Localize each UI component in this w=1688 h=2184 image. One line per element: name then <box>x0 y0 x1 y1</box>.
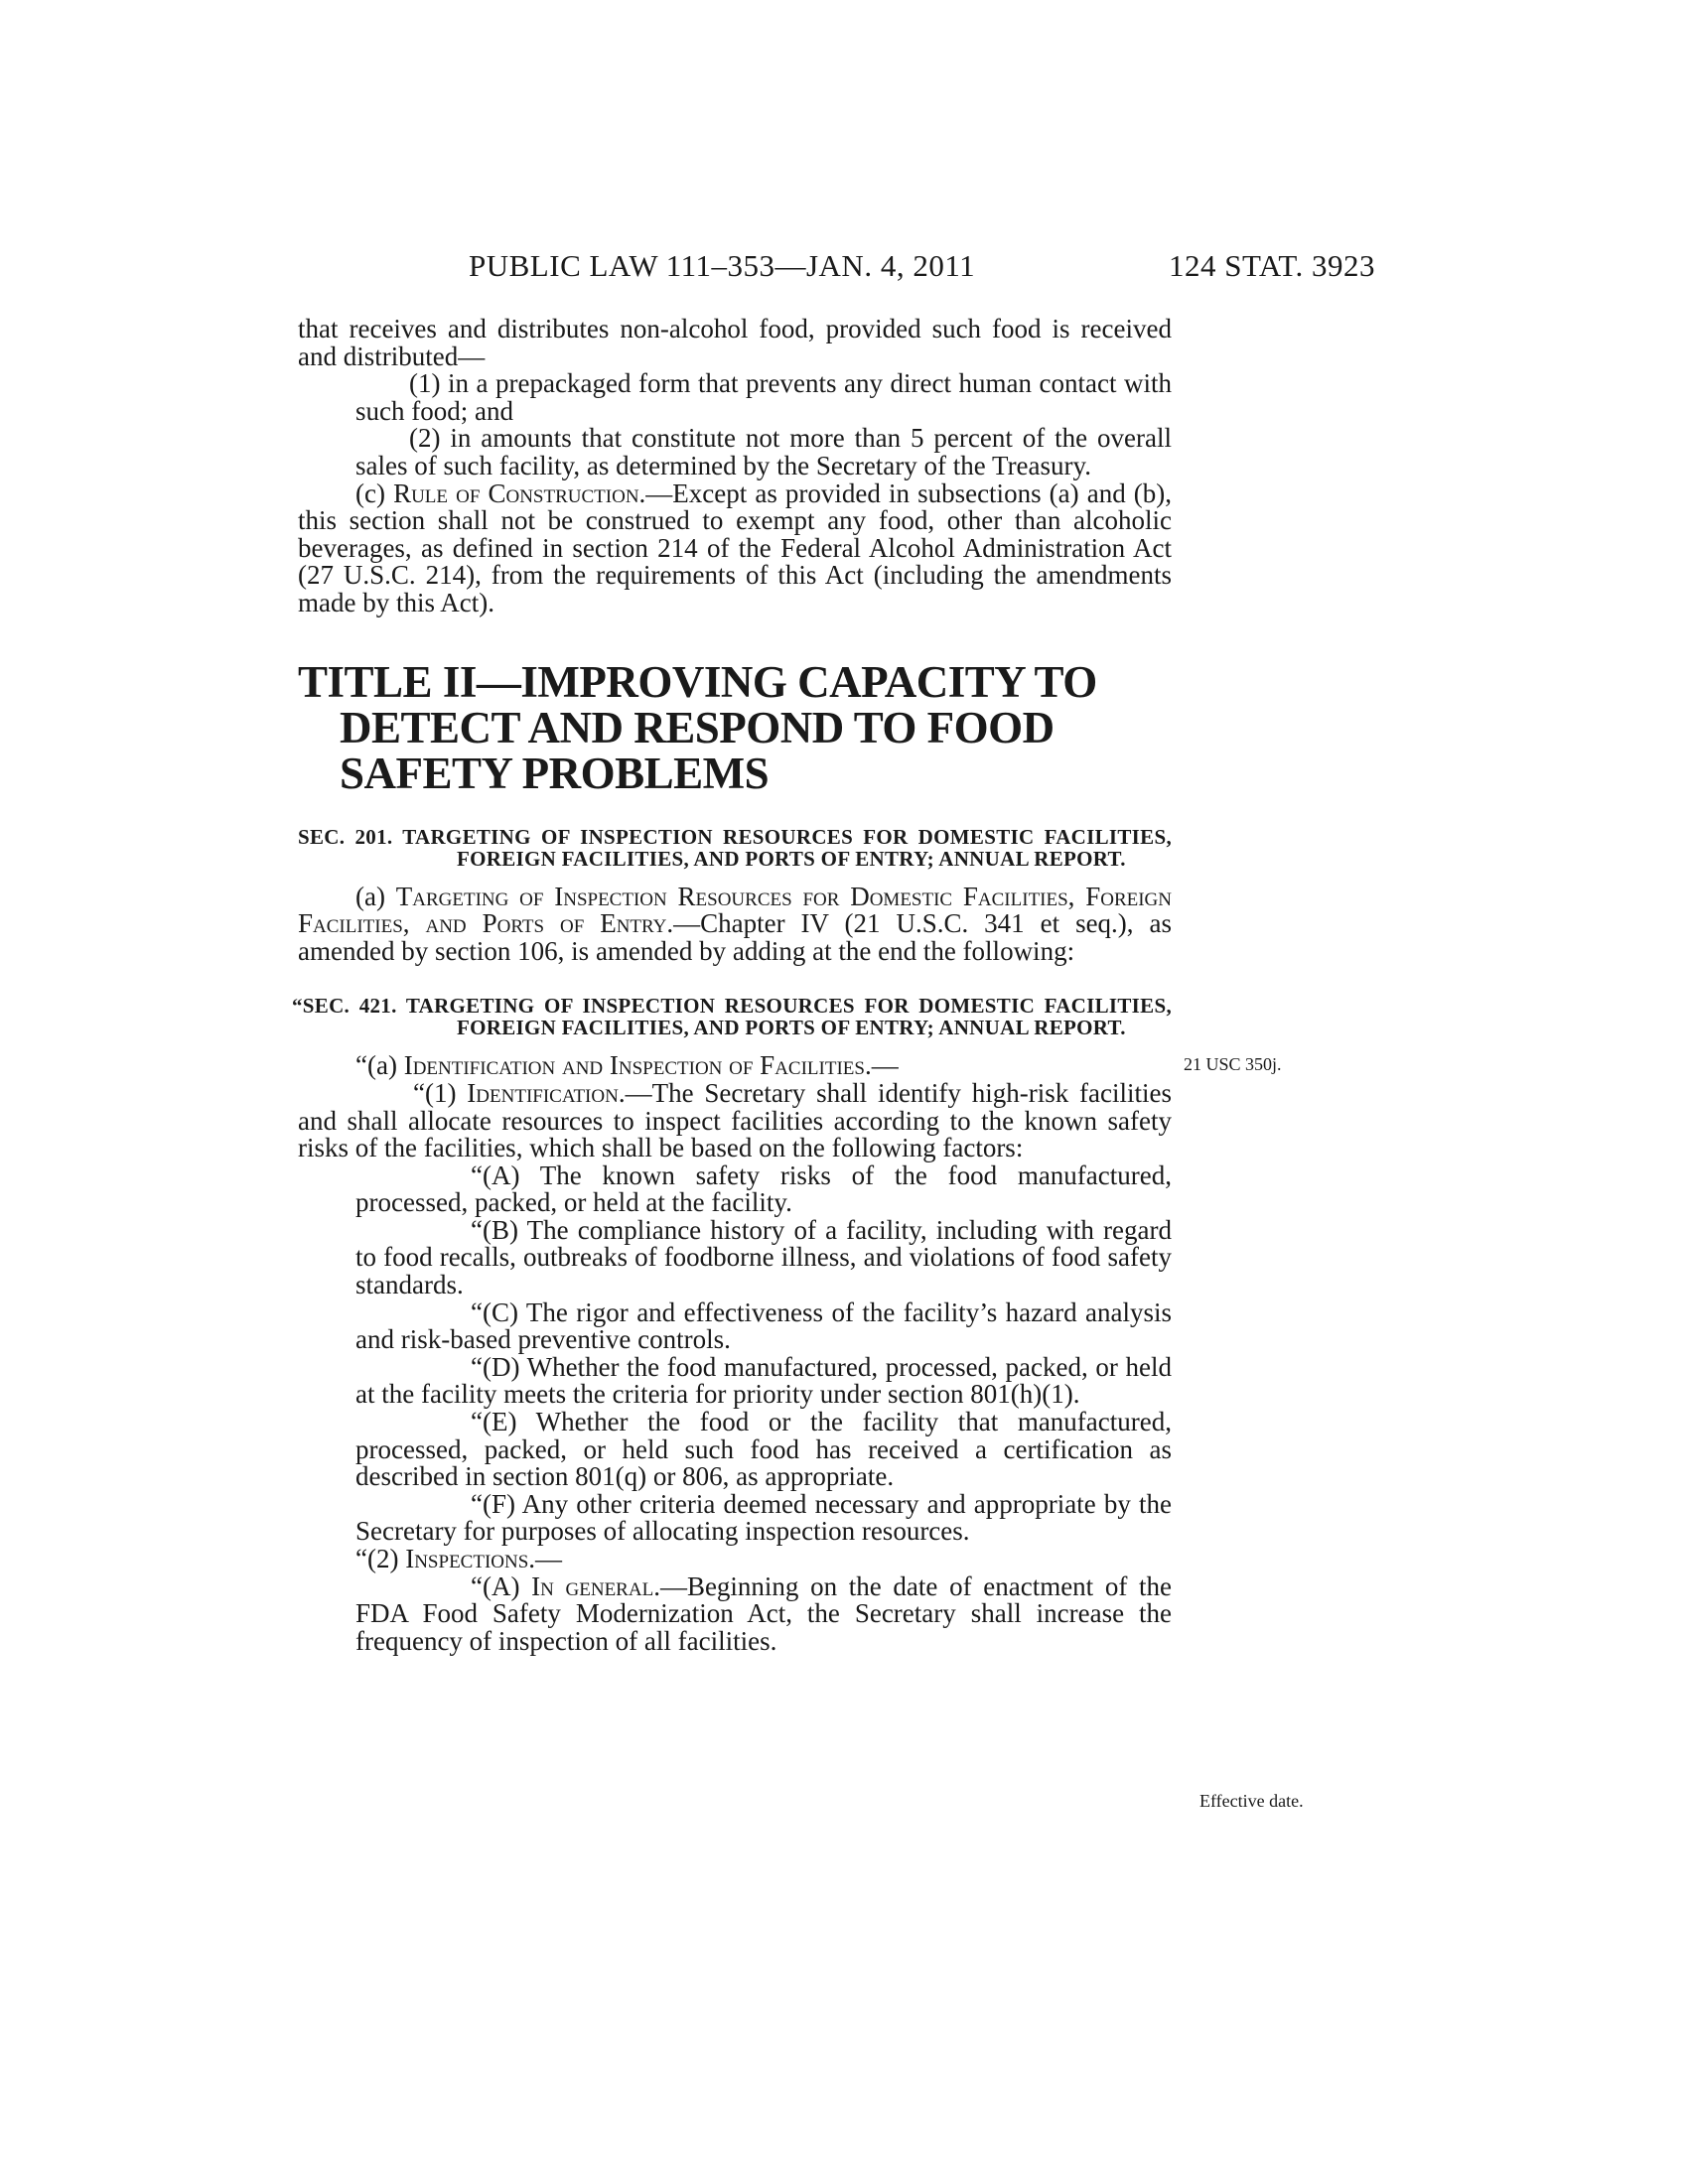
quoted-2-label: “(2) <box>355 1544 406 1573</box>
quoted-item-B: “(B) The compliance history of a facility, including with regard to food recalls, outbreaks of foodborne illness, and violations of food safety standards. <box>355 1214 1172 1300</box>
text-column <box>292 314 1173 1656</box>
paragraph-a-heading: Targeting of Inspection Resources for Domestic Facilities, Foreign Facilities, and Ports of Entry <box>298 881 1173 939</box>
header-law-citation: PUBLIC LAW 111–353—JAN. 4, 2011 <box>469 248 976 283</box>
quoted-item-F: “(F) Any other criteria deemed necessary and appropriate by the Secretary for purposes of allocating inspection resources. <box>355 1488 1172 1547</box>
quoted-a-heading: Identification and Inspection of Facilities <box>403 1050 865 1081</box>
title-heading: TITLE II—IMPROVING CAPACITY TO DETECT AND RESPOND TO FOOD SAFETY PROBLEMS <box>298 656 1097 798</box>
quoted-subsection-a <box>298 1052 1172 1080</box>
quoted-paragraph-1 <box>298 1077 1173 1163</box>
quoted-item-D: “(D) Whether the food manufactured, processed, packed, or held at the facility meets the criteria for priority under section 801(h)(1). <box>355 1351 1172 1410</box>
paragraph-c-heading: Rule of Construction <box>393 478 639 508</box>
section-201-heading: SEC. 201. TARGETING OF INSPECTION RESOURCES FOR DOMESTIC FACILITIES, FOREIGN FACILITIES, AND PORTS OF ENTRY; ANNUAL REPORT. <box>298 824 1172 871</box>
quoted-2A-text: .—Beginning on the date of enactment of the FDA Food Safety Modernization Act, the Secretary shall increase the frequency of inspection of all facilities. <box>355 1570 1172 1656</box>
paragraph-a-label: (a) <box>355 881 396 911</box>
quoted-2A-label: “(A) <box>471 1570 532 1601</box>
paragraph-item-1: (1) in a prepackaged form that prevents any direct human contact with such food; and <box>355 368 1172 426</box>
paragraph-a <box>298 881 1173 966</box>
quoted-2A-heading: In general <box>531 1570 654 1601</box>
paragraph-intro: that receives and distributes non-alcohol food, provided such food is received and distributed— <box>298 314 1172 371</box>
paragraph-item-2: (2) in amounts that constitute not more than 5 percent of the overall sales of such facility, as determined by the Secretary of the Treasury. <box>355 423 1172 480</box>
quoted-item-2A <box>298 1570 1172 1656</box>
margin-note-usc: 21 USC 350j. <box>1184 1054 1282 1074</box>
quoted-1-text: .—The Secretary shall identify high-risk facilities and shall allocate resources to inspect facilities according to the known safety risks of the facilities, which shall be based on the following factors: <box>298 1077 1173 1163</box>
paragraph-c <box>298 480 1172 617</box>
quoted-2-tail: .— <box>528 1544 563 1573</box>
quoted-1-label: “(1) <box>413 1077 468 1108</box>
paragraph-c-label: (c) <box>355 478 394 508</box>
margin-note-effective-date: Effective date. <box>1199 1791 1304 1811</box>
quoted-item-E: “(E) Whether the food or the facility that manufactured, processed, packed, or held such food has received a certification as described in section 801(q) or 806, as appropriate. <box>355 1407 1172 1492</box>
quoted-item-A: “(A) The known safety risks of the food manufactured, processed, packed, or held at the facility. <box>355 1160 1172 1218</box>
quoted-item-C: “(C) The rigor and effectiveness of the facility’s hazard analysis and risk-based preventive controls. <box>355 1297 1172 1355</box>
running-header <box>298 248 1375 288</box>
section-421-heading: “SEC. 421. TARGETING OF INSPECTION RESOURCES FOR DOMESTIC FACILITIES, FOREIGN FACILITIES, AND PORTS OF ENTRY; ANNUAL REPORT. <box>292 994 1172 1040</box>
header-statute-page: 124 STAT. 3923 <box>1168 248 1375 283</box>
paragraph-c-text: .—Except as provided in subsections (a) and (b), this section shall not be construed to exempt any food, other than alcoholic beverages, as defined in section 214 of the Federal Alcohol Administration Act (27 U.S.C. 214), from the requirements of this Act (including the amendments made by this Act). <box>298 478 1173 617</box>
quoted-paragraph-2 <box>298 1546 1172 1573</box>
quoted-a-tail: .— <box>864 1050 899 1081</box>
quoted-1-heading: Identification <box>467 1077 619 1108</box>
quoted-a-label: “(a) <box>355 1050 404 1081</box>
quoted-2-heading: Inspections <box>405 1544 529 1573</box>
paragraph-a-text: .—Chapter IV (21 U.S.C. 341 et seq.), as amended by section 106, is amended by adding at the end the following: <box>298 908 1172 966</box>
